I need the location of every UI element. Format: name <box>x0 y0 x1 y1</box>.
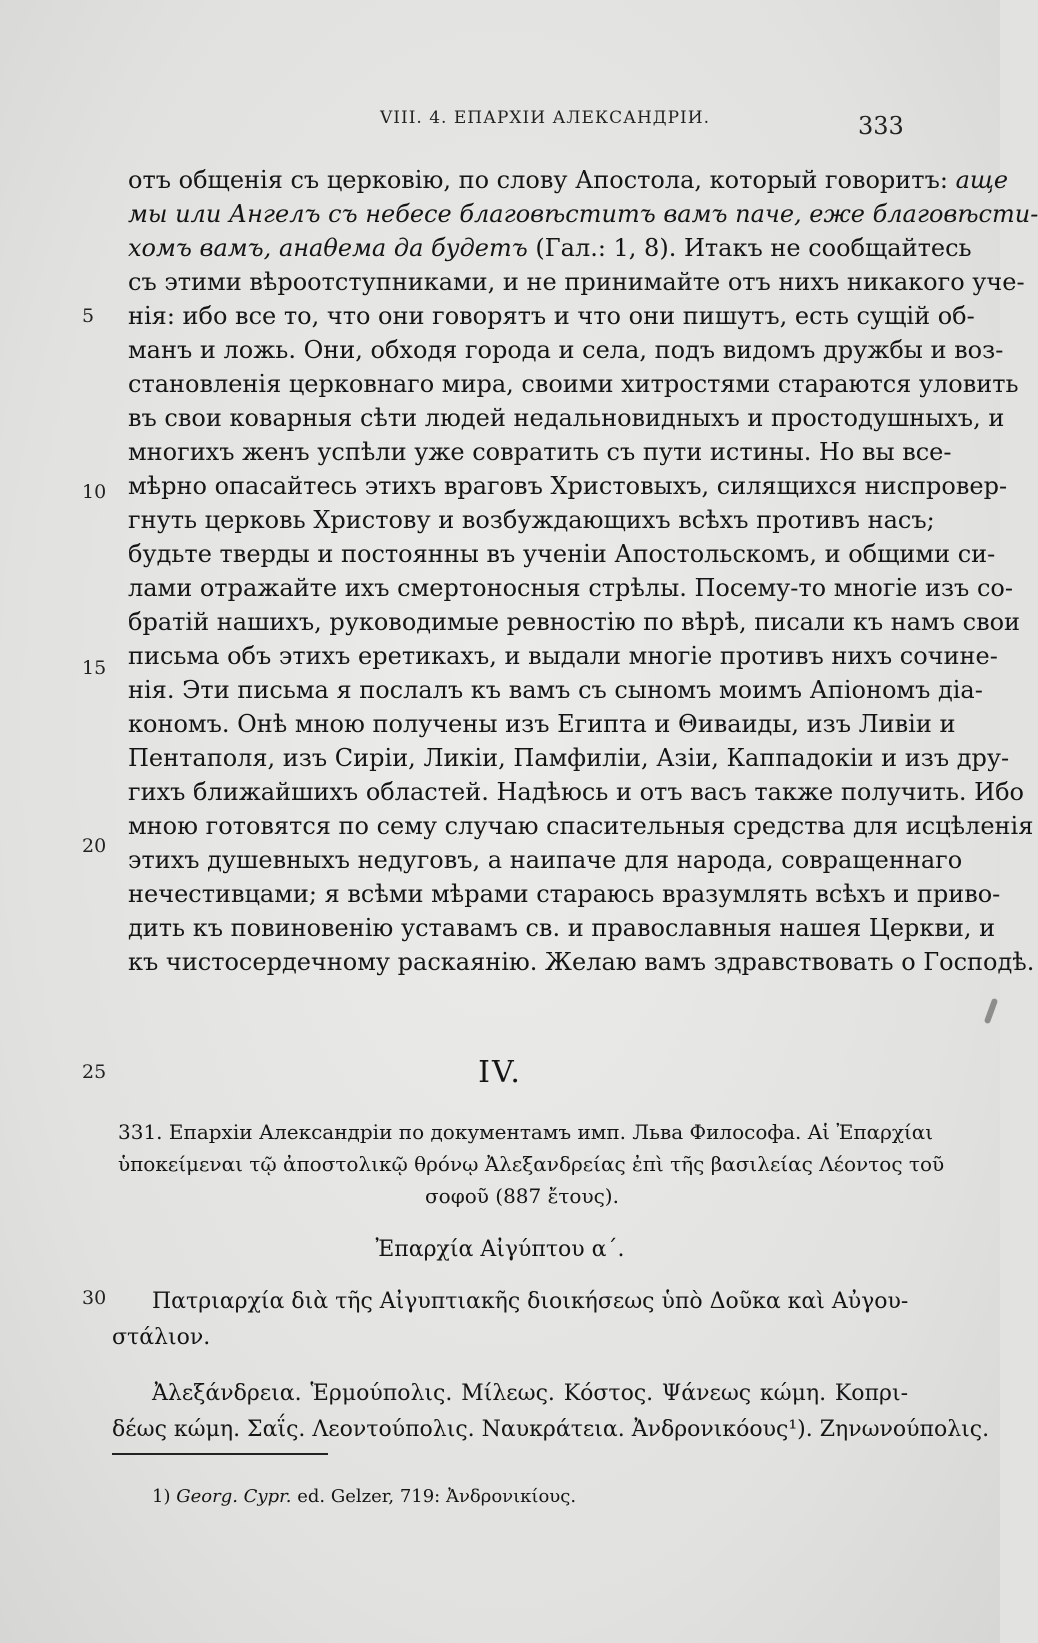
text-line-3-italic: хомъ вамъ, анаθема да будетъ <box>128 234 528 262</box>
greek-paragraph-1-line-1: Πατριαρχία διὰ τῆς Αἰγυπτιακῆς διοικήσεως ὑπὸ Δοῦκα καὶ Αὐγου- <box>152 1289 909 1314</box>
text-line-21: этихъ душевныхъ недуговъ, а наипаче для народа, совращеннаго <box>128 846 963 874</box>
text-line-15: письма объ этихъ еретикахъ, и выдали многiе противъ нихъ сочине- <box>128 642 998 670</box>
margin-line-number-5: 5 <box>82 305 95 327</box>
section-numeral: IV. <box>478 1055 522 1090</box>
text-line-16: нiя. Эти письма я послалъ къ вамъ съ сыномъ моимъ Апiономъ дiа- <box>128 676 983 704</box>
greek-paragraph-1-line-2: στάλιον. <box>112 1325 211 1350</box>
text-line-5: нiя: ибо все то, что они говорятъ и что они пишутъ, есть сущiй об- <box>128 302 975 330</box>
section-heading-line-2: ὑποκείμεναι τῷ ἀποστολικῷ θρόνῳ Ἀλεξανδρείας ἐπὶ τῆς βασιλείας Λέοντος τοῦ <box>118 1152 945 1176</box>
text-line-1-italic: аще <box>955 166 1009 194</box>
page-number: 333 <box>858 112 904 140</box>
section-heading-line-1: 331. Епархiи Александрiи по документамъ имп. Льва Философа. Αἱ Ἐπαρχίαι <box>118 1120 934 1144</box>
text-line-9: многихъ женъ успѣли уже совратить съ пути истины. Но вы все- <box>128 438 952 466</box>
greek-paragraph-2-line-2: δέως κώμη. Σαΐς. Λεοντούπολις. Ναυκράτεια. Ἀνδρονικόους¹). Ζηνωνούπολις. <box>112 1417 990 1442</box>
margin-line-number-30: 30 <box>82 1287 107 1309</box>
margin-line-number-15: 15 <box>82 657 107 679</box>
margin-line-number-10: 10 <box>82 481 107 503</box>
text-line-22: нечестивцами; я всѣми мѣрами стараюсь вразумлять всѣхъ и приво- <box>128 880 1001 908</box>
text-line-8: въ свои коварныя сѣти людей недальновидныхъ и простодушныхъ, и <box>128 404 1005 432</box>
footnote-text: ed. Gelzer, 719: Ἀνδρονικίους. <box>291 1486 577 1507</box>
greek-paragraph-2-line-1: Ἀλεξάνδρεια. Ἑρμούπολις. Μίλεως. Κόστος. Ψάνεως κώμη. Κοπρι- <box>152 1381 908 1406</box>
text-line-18: Пентаполя, изъ Сирiи, Ликiи, Памфилiи, Азiи, Каппадокiи и изъ дру- <box>128 744 1010 772</box>
text-line-19: гихъ ближайшихъ областей. Надѣюсь и отъ васъ также получить. Ибо <box>128 778 1024 806</box>
text-line-13: лами отражайте ихъ смертоносныя стрѣлы. Посему-то многiе изъ со- <box>128 574 1013 602</box>
text-line-2-italic: мы или Ангелъ съ небесе благовѣститъ вамъ паче, еже благовѣсти- <box>128 200 1038 228</box>
text-line-4: съ этими вѣроотступниками, и не принимайте отъ нихъ никакого уче- <box>128 268 1025 296</box>
text-line-7: становленiя церковнаго мира, своими хитростями стараются уловить <box>128 370 1019 398</box>
eparchy-subheading: Ἐπαρχία Αἰγύπτου α΄. <box>375 1237 625 1262</box>
ink-blot-mark <box>984 998 999 1024</box>
footnote <box>152 1484 576 1510</box>
text-line-14: братiй нашихъ, руководимые ревностiю по вѣрѣ, писали къ намъ свои <box>128 608 1021 636</box>
footnote-marker: 1) <box>152 1486 171 1507</box>
footnote-divider <box>112 1453 328 1455</box>
text-line-3-roman: (Гал.: 1, 8). Итакъ не сообщайтесь <box>527 234 972 262</box>
text-line-17: кономъ. Онѣ мною получены изъ Египта и Θиваиды, изъ Ливiи и <box>128 710 956 738</box>
running-head: VIII. 4. ЕПАРХIИ АЛЕКСАНДРIИ. <box>380 108 710 128</box>
text-line-12: будьте тверды и постоянны въ ученiи Апостольскомъ, и общими си- <box>128 540 996 568</box>
margin-line-number-25: 25 <box>82 1061 107 1083</box>
footnote-author: Georg. Cypr. <box>176 1486 292 1507</box>
section-heading-line-3: σοφοῦ (887 ἔτους). <box>425 1184 619 1208</box>
text-line-20: мною готовятся по сему случаю спасительныя средства для исцѣленiя <box>128 812 1034 840</box>
text-line-11: гнуть церковь Христову и возбуждающихъ всѣхъ противъ насъ; <box>128 506 935 534</box>
text-line-10: мѣрно опасайтесь этихъ враговъ Христовыхъ, силящихся ниспровер- <box>128 472 1008 500</box>
text-line-6: манъ и ложь. Они, обходя города и села, подъ видомъ дружбы и воз- <box>128 336 1004 364</box>
text-line-23: дить къ повиновенiю уставамъ св. и православныя нашея Церкви, и <box>128 914 996 942</box>
text-line-24: къ чистосердечному раскаянiю. Желаю вамъ здравствовать о Господѣ. <box>128 948 1035 976</box>
margin-line-number-20: 20 <box>82 835 107 857</box>
text-line-1-roman: отъ общенiя съ церковiю, по слову Апостола, который говоритъ: <box>128 166 956 194</box>
